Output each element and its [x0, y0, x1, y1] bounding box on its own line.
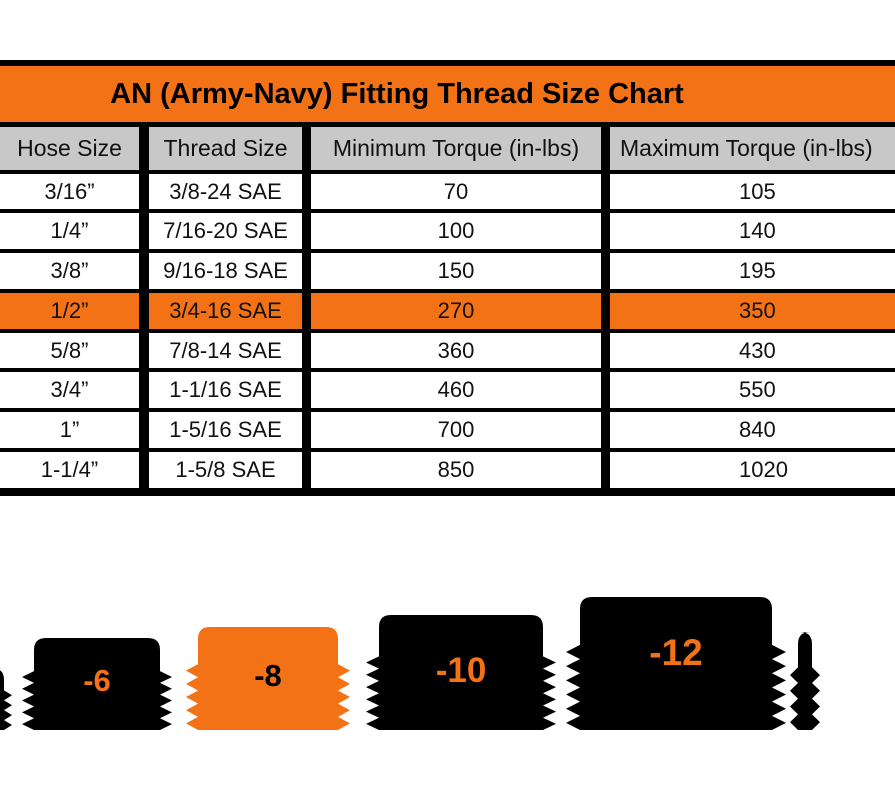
partial-fitting-icon	[790, 632, 820, 730]
table-cell-min-torque: 270	[311, 293, 601, 329]
table-cell-min-torque: 700	[311, 412, 601, 448]
table-cell-thread-size: 3/8-24 SAE	[149, 174, 302, 209]
table-cell-min-torque: 360	[311, 333, 601, 368]
column-header-max-torque: Maximum Torque (in-lbs)	[610, 127, 895, 170]
table-cell-thread-size: 1-5/8 SAE	[149, 452, 302, 488]
table-cell-hose-size: 3/4”	[0, 372, 139, 408]
chart-title-bar	[0, 66, 895, 122]
table-cell-thread-size: 7/16-20 SAE	[149, 213, 302, 249]
table-cell-hose-size: 3/16”	[0, 174, 139, 209]
table-cell-thread-size: 3/4-16 SAE	[149, 293, 302, 329]
column-header-min-torque: Minimum Torque (in-lbs)	[311, 127, 601, 170]
fitting-thread-icon	[566, 597, 786, 730]
fitting-thread-illustrations	[0, 560, 800, 800]
fitting-size-label: -12	[649, 631, 703, 673]
table-cell-min-torque: 100	[311, 213, 601, 249]
partial-fitting-icon	[0, 668, 12, 730]
table-cell-hose-size: 5/8”	[0, 333, 139, 368]
table-cell-thread-size: 7/8-14 SAE	[149, 333, 302, 368]
table-cell-hose-size: 1/4”	[0, 213, 139, 249]
table-cell-max-torque: 105	[610, 174, 895, 209]
table-cell-thread-size: 1-1/16 SAE	[149, 372, 302, 408]
table-cell-min-torque: 150	[311, 253, 601, 289]
table-cell-min-torque: 460	[311, 372, 601, 408]
table-cell-hose-size: 1/2”	[0, 293, 139, 329]
fitting-thread-icon	[366, 615, 556, 730]
table-cell-max-torque: 430	[610, 333, 895, 368]
table-cell-max-torque: 550	[610, 372, 895, 408]
table-cell-hose-size: 1”	[0, 412, 139, 448]
table-cell-max-torque: 840	[610, 412, 895, 448]
fitting-size-label: -6	[83, 662, 111, 698]
column-header-hose-size: Hose Size	[0, 127, 139, 170]
thread-size-chart	[0, 60, 895, 496]
fitting-size-label: -10	[435, 650, 487, 690]
table-cell-hose-size: 1-1/4”	[0, 452, 139, 488]
table-cell-max-torque: 1020	[610, 452, 895, 488]
chart-title: AN (Army-Navy) Fitting Thread Size Chart	[110, 77, 684, 110]
column-header-thread-size: Thread Size	[149, 127, 302, 170]
table-cell-max-torque: 195	[610, 253, 895, 289]
table-cell-max-torque: 140	[610, 213, 895, 249]
fitting-thread-icon	[186, 627, 350, 730]
table-cell-thread-size: 9/16-18 SAE	[149, 253, 302, 289]
fitting-size-label: -8	[254, 657, 282, 693]
table-cell-hose-size: 3/8”	[0, 253, 139, 289]
fitting-thread-icon	[22, 638, 172, 730]
table-cell-thread-size: 1-5/16 SAE	[149, 412, 302, 448]
table-cell-min-torque: 70	[311, 174, 601, 209]
table-cell-min-torque: 850	[311, 452, 601, 488]
table-cell-max-torque: 350	[610, 293, 895, 329]
